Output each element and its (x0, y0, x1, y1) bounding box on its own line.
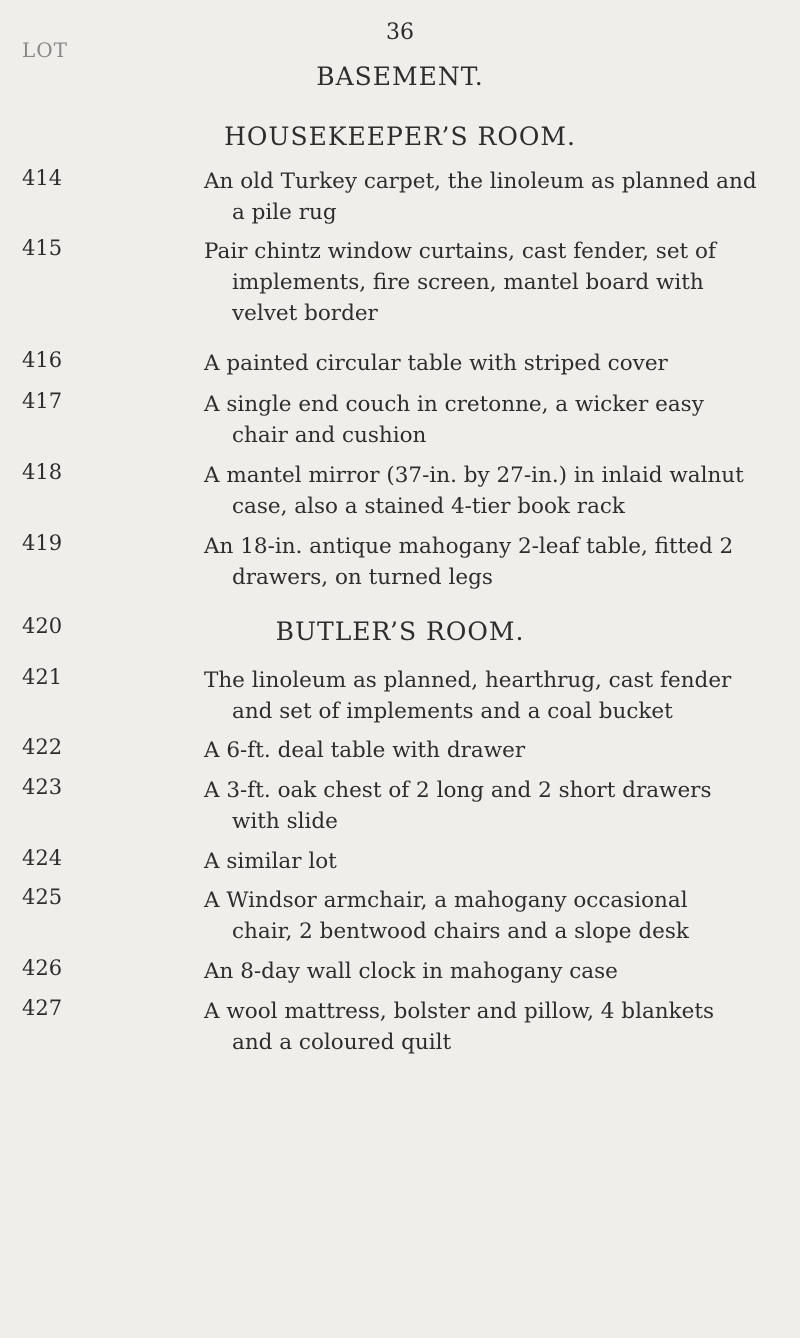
lot-description (204, 389, 780, 451)
description-line: An 18-in. antique mahogany 2-leaf table, fitted 2 (204, 534, 734, 559)
description-line: A painted circular table with striped cover (204, 351, 668, 376)
lot-number: 418 (22, 460, 63, 484)
lot-number: 417 (22, 389, 63, 413)
lot-description (204, 846, 780, 877)
lot-number: 416 (22, 348, 63, 372)
description-line: and a coloured quilt (232, 1030, 452, 1055)
description-line: with slide (232, 809, 338, 834)
description-line: chair and cushion (232, 423, 427, 448)
description-line: A Windsor armchair, a mahogany occasional (204, 888, 688, 913)
description-line: and set of implements and a coal bucket (232, 699, 673, 724)
lot-number: 427 (22, 996, 63, 1020)
description-line: An old Turkey carpet, the linoleum as planned and (204, 169, 757, 194)
description-line: A mantel mirror (37-in. by 27-in.) in inlaid walnut (204, 463, 744, 488)
lot-number: 423 (22, 775, 63, 799)
lot-description (204, 348, 780, 379)
lot-number: 421 (22, 665, 63, 689)
lot-description (204, 460, 780, 522)
description-line: A wool mattress, bolster and pillow, 4 blankets (204, 999, 715, 1024)
lot-description (204, 775, 780, 837)
description-line: A single end couch in cretonne, a wicker easy (204, 392, 704, 417)
lot-description (204, 665, 780, 727)
description-line: An 8-day wall clock in mahogany case (204, 959, 618, 984)
lot-number: 422 (22, 735, 63, 759)
lot-description (204, 996, 780, 1058)
lot-number: 419 (22, 531, 63, 555)
room-heading-housekeeper: HOUSEKEEPER’S ROOM. (224, 122, 576, 151)
lot-number: 425 (22, 885, 63, 909)
lot-number: 424 (22, 846, 63, 870)
description-line: case, also a stained 4-tier book rack (232, 494, 625, 519)
lot-description (204, 236, 780, 329)
lot-number: 414 (22, 166, 63, 190)
lot-number: 426 (22, 956, 63, 980)
description-line: The linoleum as planned, hearthrug, cast fender (204, 668, 732, 693)
page-number: 36 (386, 20, 414, 45)
lot-description (204, 735, 780, 766)
lot-number: 420 (22, 614, 63, 638)
description-line: chair, 2 bentwood chairs and a slope desk (232, 919, 689, 944)
description-line: a pile rug (232, 200, 337, 225)
lot-description (204, 166, 780, 228)
room-heading-butler: BUTLER’S ROOM. (275, 617, 525, 646)
lot-description (204, 885, 780, 947)
description-line: A 6-ft. deal table with drawer (204, 738, 526, 763)
description-line: drawers, on turned legs (232, 565, 493, 590)
lot-column-header: LOT (22, 38, 69, 62)
description-line: velvet border (232, 301, 378, 326)
description-line: Pair chintz window curtains, cast fender, set of (204, 239, 716, 264)
lot-description (204, 956, 780, 987)
description-line: A 3-ft. oak chest of 2 long and 2 short drawers (204, 778, 712, 803)
lot-description (204, 531, 780, 593)
lot-number: 415 (22, 236, 63, 260)
page-title: BASEMENT. (316, 62, 484, 91)
description-line: implements, fire screen, mantel board with (232, 270, 704, 295)
description-line: A similar lot (204, 849, 337, 874)
